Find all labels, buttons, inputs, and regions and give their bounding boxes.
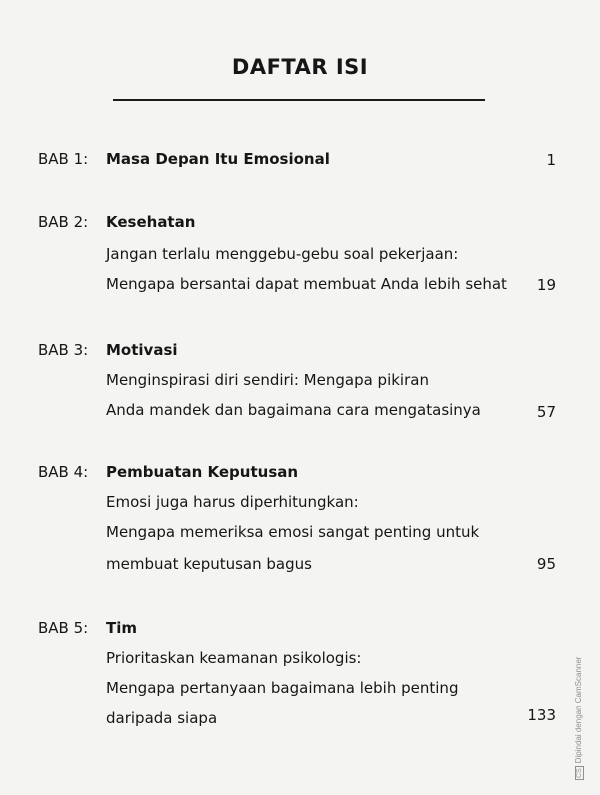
chapter-3-subtitle-line-2: Anda mandek dan bagaimana cara mengatasinya [106, 401, 481, 419]
scanner-watermark [574, 657, 584, 780]
chapter-5-label: BAB 5: [38, 619, 89, 637]
chapter-4-subtitle-line-2: Mengapa memeriksa emosi sangat penting untuk [106, 523, 480, 541]
chapter-2-heading: Kesehatan [106, 213, 196, 231]
scanner-watermark-text: Dipindai dengan CamScanner [574, 656, 583, 764]
chapter-4-heading: Pembuatan Keputusan [106, 463, 299, 481]
chapter-5-page-number: 133 [527, 706, 556, 724]
chapter-3-label: BAB 3: [38, 341, 89, 359]
chapter-4-subtitle-line-1: Emosi juga harus diperhitungkan: [106, 493, 359, 511]
title-divider [113, 99, 485, 101]
chapter-1-heading: Masa Depan Itu Emosional [106, 150, 330, 168]
page-title: DAFTAR ISI [231, 55, 369, 79]
chapter-3-subtitle-line-1: Menginspirasi diri sendiri: Mengapa pikiran [106, 371, 429, 389]
chapter-4-label: BAB 4: [38, 463, 89, 481]
chapter-2-subtitle-line-2: Mengapa bersantai dapat membuat Anda lebih sehat [106, 275, 507, 293]
scanner-logo-icon: CS [576, 768, 583, 778]
chapter-2-page-number: 19 [536, 276, 556, 294]
chapter-5-subtitle-line-3: daripada siapa [106, 709, 218, 727]
chapter-3-page-number: 57 [536, 403, 556, 421]
chapter-2-label: BAB 2: [38, 213, 89, 231]
chapter-2-subtitle-line-1: Jangan terlalu menggebu-gebu soal pekerjaan: [106, 245, 459, 263]
chapter-5-subtitle-line-1: Prioritaskan keamanan psikologis: [106, 649, 362, 667]
chapter-1-label: BAB 1: [38, 150, 89, 168]
chapter-1-page-number: 1 [546, 151, 556, 169]
chapter-5-subtitle-line-2: Mengapa pertanyaan bagaimana lebih penting [106, 679, 459, 697]
chapter-5-heading: Tim [106, 619, 138, 637]
chapter-4-page-number: 95 [536, 555, 556, 573]
chapter-4-subtitle-line-3: membuat keputusan bagus [106, 555, 312, 573]
chapter-3-heading: Motivasi [106, 341, 178, 359]
